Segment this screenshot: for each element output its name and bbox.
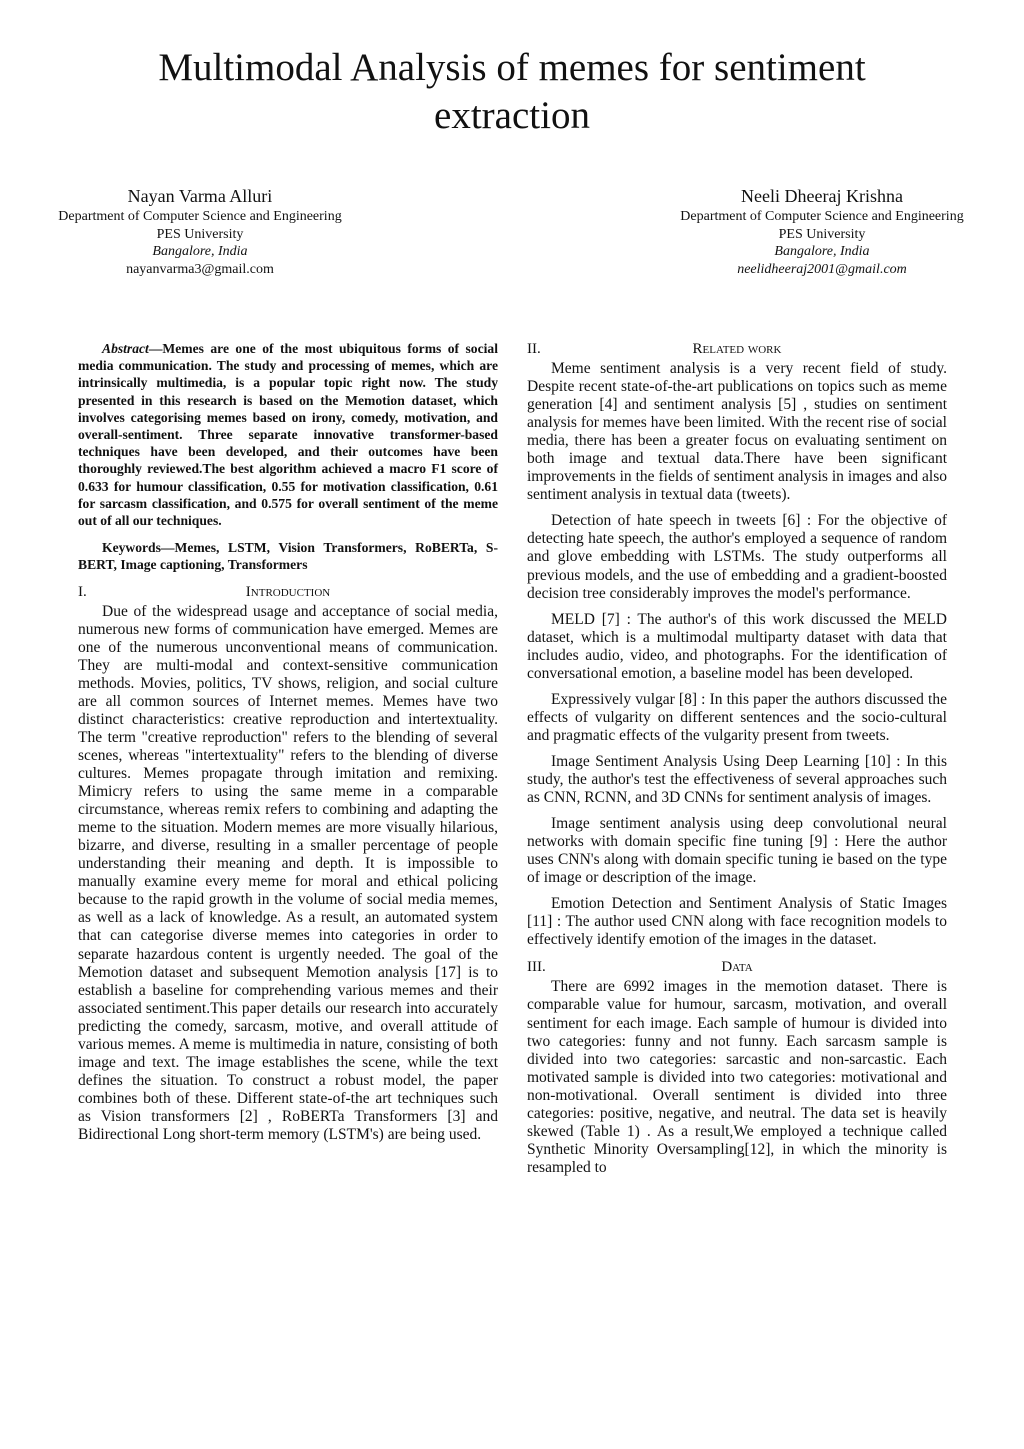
author-department: Department of Computer Science and Engineering <box>58 209 342 224</box>
author-location: Bangalore, India <box>152 244 248 259</box>
section-title: Data <box>721 959 753 976</box>
author-location: Bangalore, India <box>774 244 870 259</box>
intro-paragraph: Due of the widespread usage and acceptance of social media, numerous new forms of communication have emerged. Memes are one of the numerous unconventional means of communication. They are multi-modal and context-sensitive communication methods. Movies, politics, TV shows, religion, and social culture are all common sources of Internet memes. Memes have two distinct characteristics: creative reproduction and intertextuality. The term "creative reproduction" refers to the blending of several scenes, whereas "intertextuality" refers to the blending of diverse cultures. Memes propagate through imitation and remixing. Mimicry refers to using the same meme in a comparable circumstance, whereas remix refers to combining and adapting the meme to the situation. Modern memes are more visually hilarious, bizarre, and diverse, resulting in a smaller percentage of people understanding their meaning and depth. It is impossible to manually examine every meme for moral and ethical policing because to the rapid growth in the volume of social media memes, as well as a lack of knowledge. As a result, an automated system that can categorise diverse memes into categories in order to separate hazardous content is urgently needed. The goal of the Memotion dataset and subsequent Memotion analysis [17] is to establish a baseline for comprehending various memes and their associated sentiment.This paper details our research into accurately predicting the comedy, sarcasm, motive, and overall attitude of various memes. A meme is multimedia in nature, consisting of both image and text. The image establishes the scene, while the text defines the situation. To construct a robust model, the paper combines both of these. Different state-of-the art techniques such as Vision transformers [2] , RoBERTa Transformers [3] and Bidirectional Long short-term memory (LSTM's) are being used. <box>78 602 498 1143</box>
author-email: neelidheeraj2001@gmail.com <box>737 261 907 277</box>
abstract-text: —Memes are one of the most ubiquitous forms of social media communication. The study and processing of memes, which are intrinsically multimedia, is a popular topic right now. The study presented in this research is based on the Memotion dataset, which involves categorising memes based on irony, comedy, motivation, and overall-sentiment. Three separate innovative transformer-based techniques have been developed, and their outcomes have been thoroughly reviewed.The best algorithm achieved a macro F1 score of 0.633 for humour classification, 0.55 for motivation classification, 0.61 for sarcasm classification, and 0.575 for overall sentiment of the meme out of all our techniques. <box>78 341 498 529</box>
related-paragraph: Detection of hate speech in tweets [6] : For the objective of detecting hate speech, the author's employed a sequence of random and glove embedding with LSTMs. The study outperforms all previous models, and the use of embedding and a gradient-boosted decision tree considerably improves the model's performance. <box>527 512 947 602</box>
related-paragraph: Image Sentiment Analysis Using Deep Learning [10] : In this study, the author's test the effectiveness of several approaches such as CNN, RCNN, and 3D CNNs for sentiment analysis of images. <box>527 752 947 807</box>
author-block-2 <box>672 184 972 278</box>
left-column <box>78 340 498 1144</box>
author-department: Department of Computer Science and Engineering <box>680 209 964 224</box>
related-paragraph: Image sentiment analysis using deep convolutional neural networks with domain specific fine tuning [9] : Here the author uses CNN's along with domain specific tuning ie based on the type of image or description of the image. <box>527 815 947 887</box>
section-heading-data <box>527 958 947 976</box>
section-heading-related-work <box>527 340 947 358</box>
section-title: Introduction <box>245 583 331 600</box>
author-university: PES University <box>156 226 244 242</box>
related-paragraph: Expressively vulgar [8] : In this paper the authors discussed the effects of vulgarity on different sentences and the socio-cultural and pragmatic effects of the vulgarity present from tweets. <box>527 690 947 744</box>
author-block-1 <box>50 184 350 278</box>
related-paragraph: Meme sentiment analysis is a very recent field of study. Despite recent state-of-the-art publications on topics such as meme generation [4] and sentiment analysis [5] , studies on sentiment analysis for memes have been limited. With the recent rise of social media, there has been a greater focus on evaluating sentiment on both image and textual data.There have been significant improvements in the fields of sentiment analysis in images and also sentiment analysis in textual data (tweets). <box>527 360 947 504</box>
section-number: III. <box>527 959 546 976</box>
section-heading-introduction <box>78 583 498 601</box>
abstract-label: Abstract <box>102 341 149 356</box>
keywords: Keywords—Memes, LSTM, Vision Transformers, RoBERTa, S-BERT, Image captioning, Transformers <box>78 540 498 573</box>
data-paragraph: There are 6992 images in the memotion dataset. There is comparable value for humour, sarcasm, motivation, and overall sentiment for each image. Each sample of humour is divided into two categories: funny and not funny. Each sarcasm sample is divided into two categories: sarcastic and non-sarcastic. Each motivated sample is divided into two categories: motivational and non-motivational. Overall sentiment is divided into three categories: positive, negative, and neutral. The data set is heavily skewed (Table 1) . As a result,We employed a technique called Synthetic Minority Oversampling[12], in which the minority is resampled to <box>527 978 947 1176</box>
author-name: Nayan Varma Alluri <box>127 186 273 206</box>
section-number: I. <box>78 583 87 600</box>
paper-title: Multimodal Analysis of memes for sentiment extraction <box>158 46 866 137</box>
right-column <box>527 340 947 1177</box>
author-name: Neeli Dheeraj Krishna <box>741 186 903 206</box>
abstract <box>78 340 498 529</box>
related-paragraph: MELD [7] : The author's of this work discussed the MELD dataset, which is a multimodal multiparty dataset with data that includes audio, video, and photographs. For the identification of conversational emotion, a baseline model has been developed. <box>527 610 947 682</box>
section-title: Related work <box>692 341 782 357</box>
section-number: II. <box>527 341 541 357</box>
author-email: nayanvarma3@gmail.com <box>126 261 274 277</box>
author-university: PES University <box>778 226 866 242</box>
related-paragraph: Emotion Detection and Sentiment Analysis of Static Images [11] : The author used CNN along with face recognition models to effectively identify emotion of the images in the dataset. <box>527 895 947 949</box>
